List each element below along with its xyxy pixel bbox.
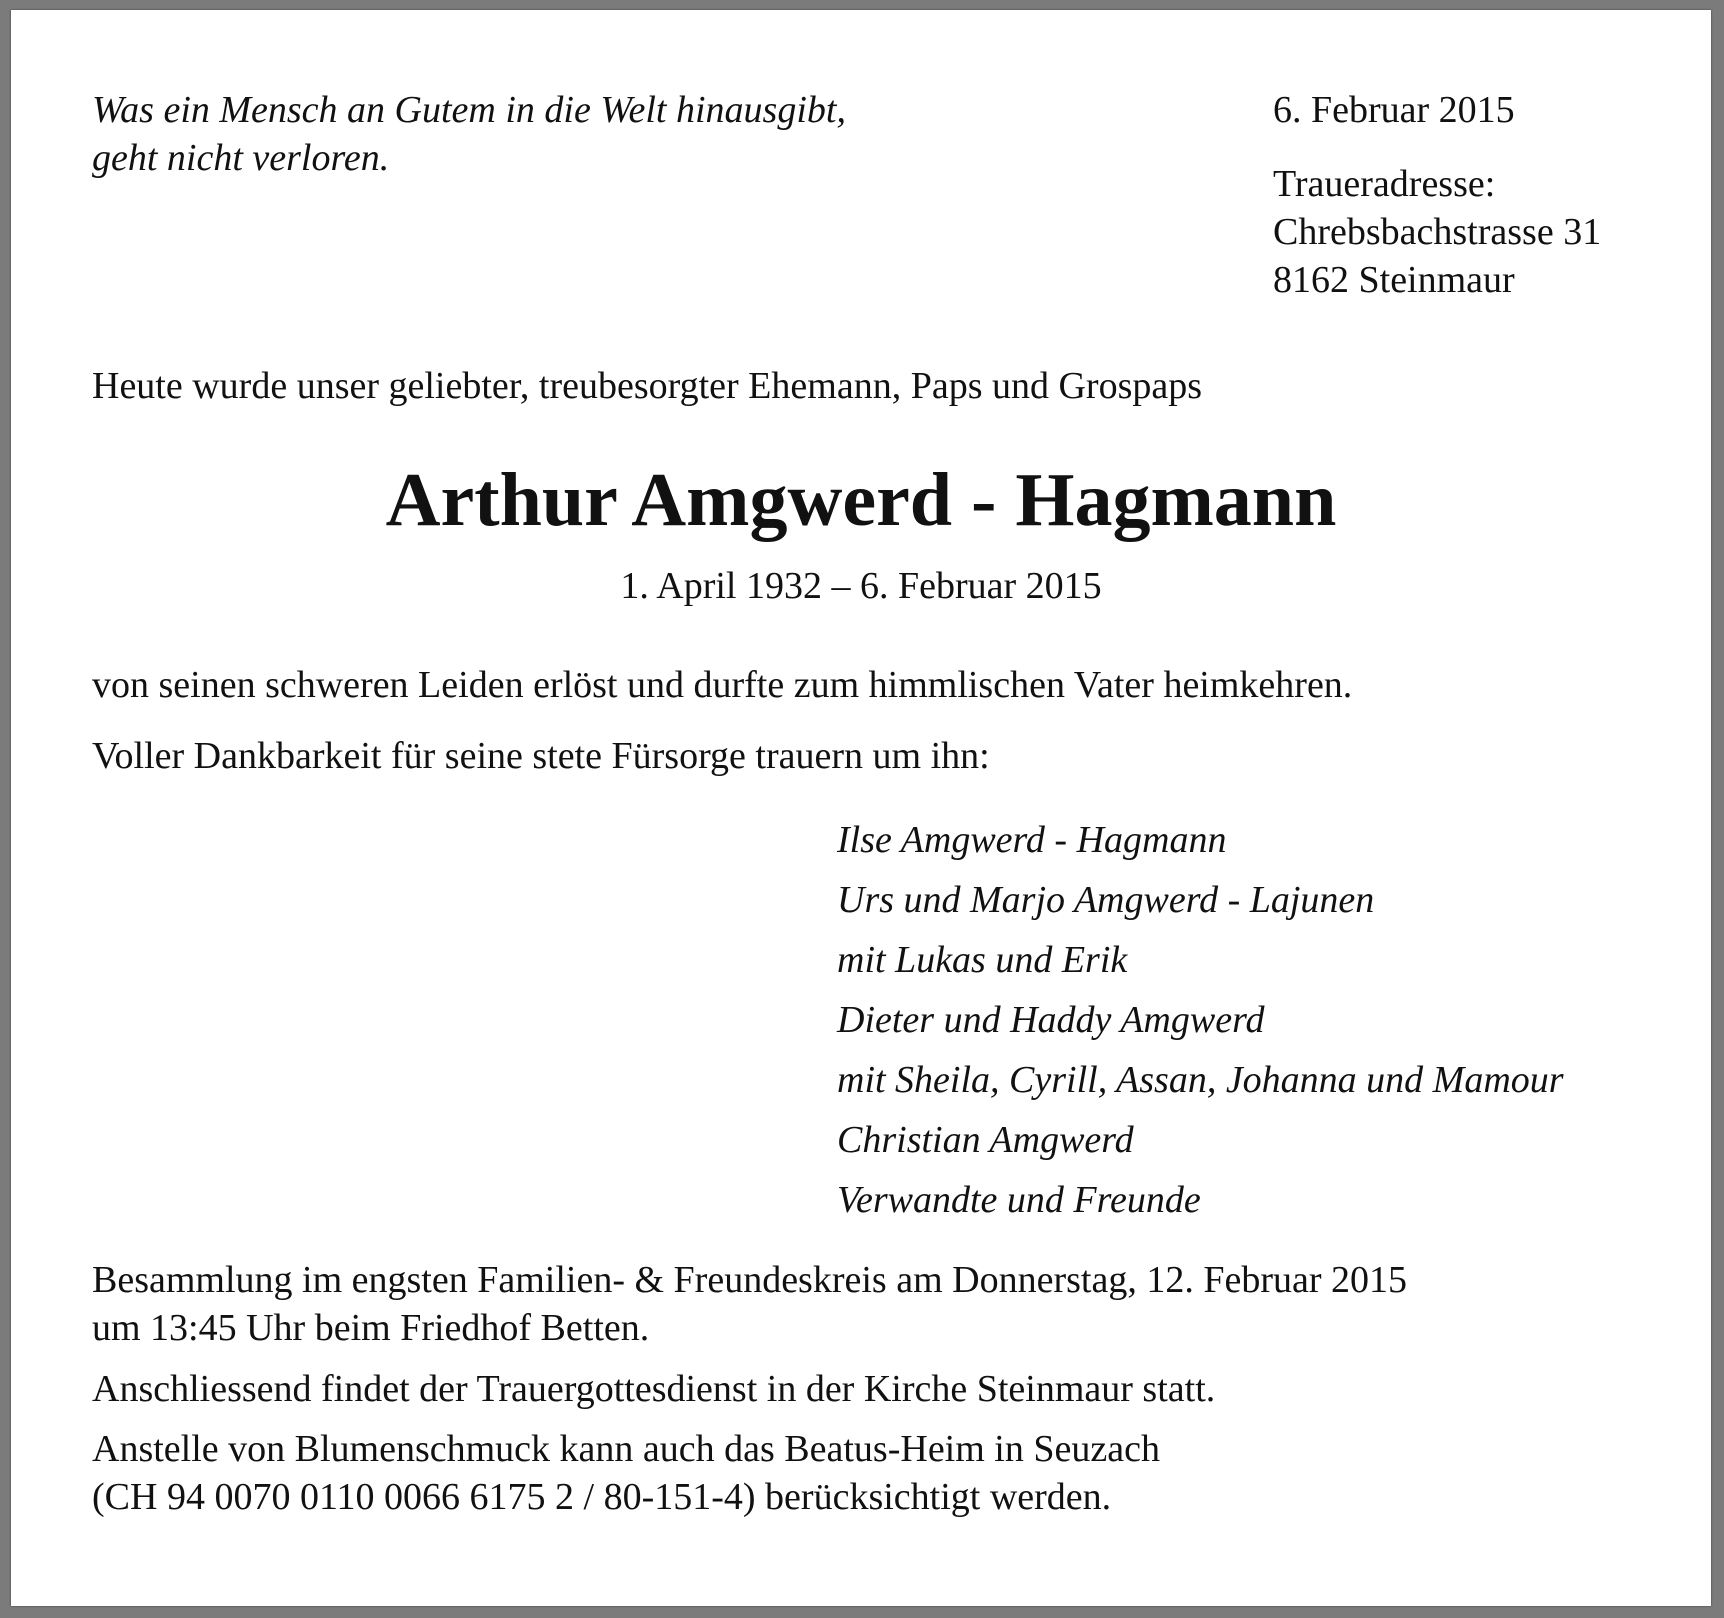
mourning-address: [1273, 160, 1601, 304]
motto-line-1: Was ein Mensch an Gutem in die Welt hinausgibt,: [92, 89, 846, 131]
mourning-text: Voller Dankbarkeit für seine stete Fürsorge trauern um ihn:: [92, 735, 990, 777]
address-city: 8162 Steinmaur: [1273, 259, 1515, 301]
mourner-entry: Christian Amgwerd: [837, 1119, 1134, 1161]
deceased-lifespan: 1. April 1932 – 6. Februar 2015: [620, 565, 1102, 607]
intro-text: Heute wurde unser geliebter, treubesorgter Ehemann, Paps und Grospaps: [92, 365, 1203, 407]
donation-line-2: (CH 94 0070 0110 0066 6175 2 / 80-151-4) berücksichtigt werden.: [92, 1476, 1112, 1518]
released-text: von seinen schweren Leiden erlöst und durfte zum himmlischen Vater heimkehren.: [92, 664, 1353, 706]
service-text: Anschliessend findet der Trauergottesdienst in der Kirche Steinmaur statt.: [92, 1368, 1216, 1410]
obituary-page: [11, 10, 1711, 1606]
donation-text: [92, 1425, 1160, 1521]
motto-quote: [92, 86, 846, 182]
mourner-entry: mit Lukas und Erik: [837, 939, 1128, 981]
gathering-line-1: Besammlung im engsten Familien- & Freundeskreis am Donnerstag, 12. Februar 2015: [92, 1259, 1407, 1301]
mourners-list: [837, 810, 1564, 1230]
address-label: Traueradresse:: [1273, 163, 1496, 205]
mourner-entry: mit Sheila, Cyrill, Assan, Johanna und Mamour: [837, 1059, 1564, 1101]
mourner-entry: Urs und Marjo Amgwerd - Lajunen: [837, 879, 1375, 921]
mourner-entry: Verwandte und Freunde: [837, 1179, 1201, 1221]
motto-line-2: geht nicht verloren.: [92, 137, 390, 179]
donation-line-1: Anstelle von Blumenschmuck kann auch das Beatus-Heim in Seuzach: [92, 1428, 1160, 1470]
gathering-line-2: um 13:45 Uhr beim Friedhof Betten.: [92, 1307, 650, 1349]
deceased-name: Arthur Amgwerd - Hagmann: [385, 458, 1337, 542]
mourner-entry: Dieter und Haddy Amgwerd: [837, 999, 1265, 1041]
notice-date: 6. Februar 2015: [1273, 89, 1515, 131]
gathering-text: [92, 1256, 1407, 1352]
mourner-entry: Ilse Amgwerd - Hagmann: [837, 819, 1227, 861]
address-street: Chrebsbachstrasse 31: [1273, 211, 1602, 253]
